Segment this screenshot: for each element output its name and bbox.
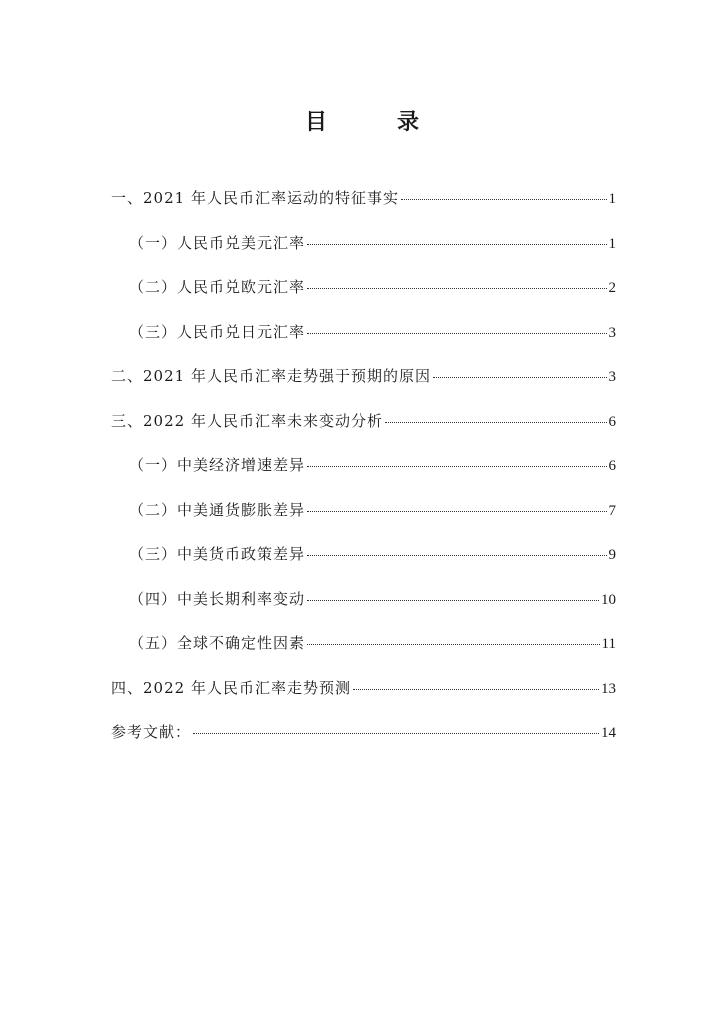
toc-entry[interactable] <box>111 364 616 409</box>
table-of-contents <box>111 186 616 765</box>
toc-entry[interactable] <box>111 453 616 498</box>
toc-entry-label: （一）人民币兑美元汇率 <box>129 233 306 252</box>
toc-entry-page-number: 3 <box>608 369 616 385</box>
toc-entry-page-number: 1 <box>608 191 616 207</box>
toc-entry-page-number: 2 <box>608 280 616 296</box>
toc-entry[interactable] <box>111 676 616 721</box>
toc-entry[interactable] <box>111 498 616 543</box>
dot-leader <box>307 555 606 556</box>
toc-entry-page-number: 9 <box>608 547 616 563</box>
toc-entry[interactable] <box>111 275 616 320</box>
toc-entry[interactable] <box>111 720 616 765</box>
toc-entry-label: （一）中美经济增速差异 <box>129 456 306 474</box>
toc-entry[interactable] <box>111 631 616 676</box>
toc-entry-page-number: 11 <box>601 636 616 652</box>
page-title: 目 录 <box>304 109 443 135</box>
toc-entry[interactable] <box>111 409 616 454</box>
dot-leader <box>307 288 606 289</box>
dot-leader <box>385 422 607 423</box>
toc-entry-label: 四、2022 年人民币汇率走势预测 <box>111 678 351 697</box>
toc-entry[interactable] <box>111 320 616 365</box>
toc-entry-label: 参考文献： <box>111 723 192 741</box>
toc-entry-page-number: 10 <box>601 591 616 608</box>
dot-leader <box>307 644 600 645</box>
dot-leader <box>307 466 606 467</box>
toc-entry-label: （二）中美通货膨胀差异 <box>129 500 306 519</box>
toc-entry-label: 二、2021 年人民币汇率走势强于预期的原因 <box>111 367 431 385</box>
dot-leader <box>307 333 606 334</box>
dot-leader <box>401 199 607 200</box>
dot-leader <box>307 600 599 601</box>
dot-leader <box>353 689 599 690</box>
toc-entry[interactable] <box>111 587 616 632</box>
toc-entry[interactable] <box>111 186 616 231</box>
dot-leader <box>307 511 606 512</box>
toc-entry[interactable] <box>111 542 616 587</box>
toc-entry-page-number: 6 <box>608 413 616 430</box>
toc-entry-page-number: 6 <box>608 458 616 474</box>
toc-entry-page-number: 7 <box>608 502 616 519</box>
toc-entry-label: 三、2022 年人民币汇率未来变动分析 <box>111 411 383 430</box>
toc-entry-page-number: 3 <box>608 324 616 341</box>
dot-leader <box>433 377 607 378</box>
toc-entry-label: （二）人民币兑欧元汇率 <box>129 278 306 296</box>
toc-entry-label: 一、2021 年人民币汇率运动的特征事实 <box>111 189 399 207</box>
toc-entry-page-number: 14 <box>601 725 616 741</box>
toc-entry[interactable] <box>111 231 616 276</box>
dot-leader <box>307 244 606 245</box>
toc-entry-page-number: 1 <box>608 235 616 252</box>
toc-entry-label: （四）中美长期利率变动 <box>129 589 306 608</box>
toc-entry-label: （三）人民币兑日元汇率 <box>129 322 306 341</box>
toc-entry-label: （三）中美货币政策差异 <box>129 545 306 563</box>
toc-entry-label: （五）全球不确定性因素 <box>129 634 306 652</box>
toc-entry-page-number: 13 <box>601 680 616 697</box>
dot-leader <box>193 733 599 734</box>
